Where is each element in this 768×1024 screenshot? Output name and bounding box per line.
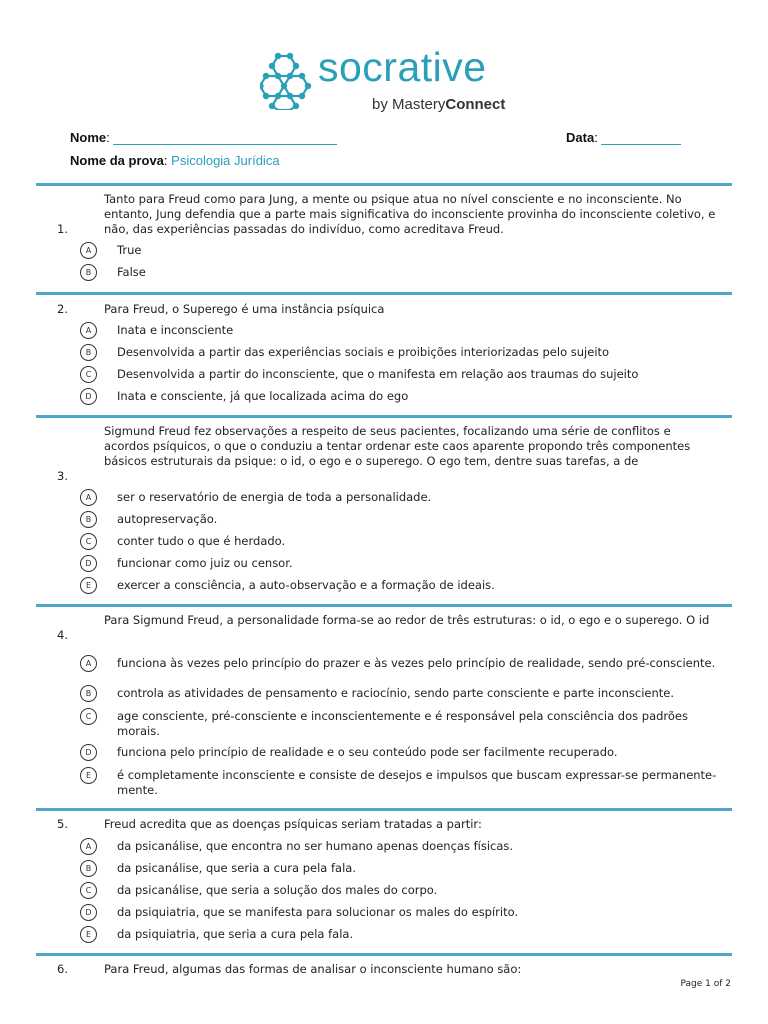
option-b-circle[interactable]: B — [80, 685, 97, 702]
option-a[interactable] — [80, 242, 720, 260]
option-e-circle[interactable]: E — [80, 767, 97, 784]
option-text: Desenvolvida a partir das experiências sociais e proibições interiorizadas pelo sujeito — [117, 345, 610, 359]
option-d-circle[interactable]: D — [80, 744, 97, 761]
divider — [36, 953, 732, 956]
option-e[interactable] — [80, 767, 720, 797]
option-a-circle[interactable]: A — [80, 242, 97, 259]
option-d-circle[interactable]: D — [80, 388, 97, 405]
question-number: 5. — [57, 817, 68, 831]
date-label: Data — [566, 130, 595, 145]
test-name-field: Nome da prova: Psicologia Jurídica — [70, 153, 280, 168]
option-text: Inata e inconsciente — [117, 323, 234, 337]
option-b-circle[interactable]: B — [80, 860, 97, 877]
option-d[interactable] — [80, 744, 720, 762]
option-b[interactable] — [80, 344, 720, 362]
option-b-circle[interactable]: B — [80, 344, 97, 361]
option-d-circle[interactable]: D — [80, 904, 97, 921]
hexagon-molecule-icon — [260, 52, 314, 110]
option-c-circle[interactable]: C — [80, 366, 97, 383]
test-name-value: Psicologia Jurídica — [171, 153, 280, 168]
question-text: Para Freud, algumas das formas de analisar o inconsciente humano são: — [104, 962, 522, 976]
divider — [36, 415, 732, 418]
option-text: exercer a consciência, a auto-observação e a formação de ideais. — [117, 578, 495, 592]
option-e[interactable] — [80, 577, 720, 595]
option-a-circle[interactable]: A — [80, 655, 97, 672]
option-b[interactable] — [80, 264, 720, 282]
option-c-circle[interactable]: C — [80, 882, 97, 899]
option-text: Inata e consciente, já que localizada acima do ego — [117, 389, 409, 403]
option-b-circle[interactable]: B — [80, 511, 97, 528]
option-a[interactable] — [80, 322, 720, 340]
option-text: da psicanálise, que seria a cura pela fala. — [117, 861, 356, 875]
byline-by: by — [372, 96, 393, 113]
name-line[interactable] — [113, 132, 337, 145]
option-d[interactable] — [80, 388, 720, 406]
option-text: conter tudo o que é herdado. — [117, 534, 286, 548]
option-text: funcionar como juiz ou censor. — [117, 556, 293, 570]
option-text: funciona pelo princípio de realidade e o seu conteúdo pode ser facilmente recuperado. — [117, 745, 618, 759]
brand-name: socrative — [318, 44, 487, 90]
option-text: da psicanálise, que seria a solução dos males do corpo. — [117, 883, 438, 897]
byline-connect: Connect — [445, 96, 506, 113]
question-number: 2. — [57, 302, 68, 316]
date-field[interactable]: Data: — [566, 130, 681, 145]
option-c[interactable] — [80, 882, 720, 900]
option-b-circle[interactable]: B — [80, 264, 97, 281]
question-text: Tanto para Freud como para Jung, a mente ou psique atua no nível consciente e no inconsciente. No entanto, Jung defendia que a parte mais significativa do inconsciente provinha do inconsciente coletivo, e não, das experiências passadas do indivíduo, como acreditava Freud. — [104, 192, 716, 236]
option-text: autopreservação. — [117, 512, 218, 526]
option-e[interactable] — [80, 926, 720, 944]
question-text: Para Sigmund Freud, a personalidade forma-se ao redor de três estruturas: o id, o ego e o superego. O id — [104, 613, 710, 627]
option-text: age consciente, pré-consciente e inconscientemente e é responsável pela consciência dos padrões morais. — [117, 709, 688, 738]
name-field[interactable]: Nome: — [70, 130, 337, 145]
question-text: Para Freud, o Superego é uma instância psíquica — [104, 302, 385, 316]
option-text: da psiquiatria, que seria a cura pela fala. — [117, 927, 354, 941]
test-name-label: Nome da prova — [70, 153, 164, 168]
brand-byline — [372, 96, 505, 113]
question-number: 4. — [57, 628, 68, 642]
option-a-circle[interactable]: A — [80, 322, 97, 339]
option-text: ser o reservatório de energia de toda a personalidade. — [117, 490, 432, 504]
option-a-circle[interactable]: A — [80, 838, 97, 855]
option-d-circle[interactable]: D — [80, 555, 97, 572]
option-e-circle[interactable]: E — [80, 577, 97, 594]
name-label: Nome — [70, 130, 107, 145]
option-c[interactable] — [80, 533, 720, 551]
option-c-circle[interactable]: C — [80, 708, 97, 725]
socrative-logo — [260, 44, 520, 116]
question-text: Freud acredita que as doenças psíquicas seriam tratadas a partir: — [104, 817, 482, 831]
option-d[interactable] — [80, 904, 720, 922]
divider — [36, 292, 732, 295]
divider — [36, 808, 732, 811]
page-number: Page 1 of 2 — [680, 979, 731, 989]
question-number: 3. — [57, 469, 68, 483]
option-c-circle[interactable]: C — [80, 533, 97, 550]
option-a[interactable] — [80, 838, 720, 856]
option-text: é completamente inconsciente e consiste de desejos e impulsos que buscam expressar-se permanente- mente. — [117, 768, 717, 797]
option-text: funciona às vezes pelo princípio do prazer e às vezes pelo princípio de realidade, sendo pré-consciente. — [117, 656, 716, 670]
divider — [36, 183, 732, 186]
option-a-circle[interactable]: A — [80, 489, 97, 506]
option-e-circle[interactable]: E — [80, 926, 97, 943]
byline-mastery: Mastery — [392, 96, 446, 113]
option-text: controla as atividades de pensamento e raciocínio, sendo parte consciente e parte inconsciente. — [117, 686, 674, 700]
question-number: 1. — [57, 222, 68, 236]
question-text: Sigmund Freud fez observações a respeito de seus pacientes, focalizando uma série de conflitos e acordos psíquicos, o que o conduziu a tentar ordenar este caos aparente propondo três componentes básicos estruturais da psique: o id, o ego e o superego. O ego tem, dentre suas tarefas, a de — [104, 424, 691, 468]
date-line[interactable] — [601, 132, 681, 145]
question-number: 6. — [57, 962, 68, 976]
option-text: da psicanálise, que encontra no ser humano apenas doenças físicas. — [117, 839, 514, 853]
option-a[interactable] — [80, 489, 720, 507]
option-b[interactable] — [80, 860, 720, 878]
option-b[interactable] — [80, 511, 720, 529]
option-a[interactable] — [80, 655, 720, 673]
divider — [36, 604, 732, 607]
option-b[interactable] — [80, 685, 720, 703]
option-c[interactable] — [80, 708, 720, 738]
option-d[interactable] — [80, 555, 720, 573]
option-c[interactable] — [80, 366, 720, 384]
option-text: Desenvolvida a partir do inconsciente, que o manifesta em relação aos traumas do sujeito — [117, 367, 639, 381]
option-text: da psiquiatria, que se manifesta para solucionar os males do espírito. — [117, 905, 519, 919]
option-text: False — [117, 265, 146, 279]
option-text: True — [117, 243, 142, 257]
